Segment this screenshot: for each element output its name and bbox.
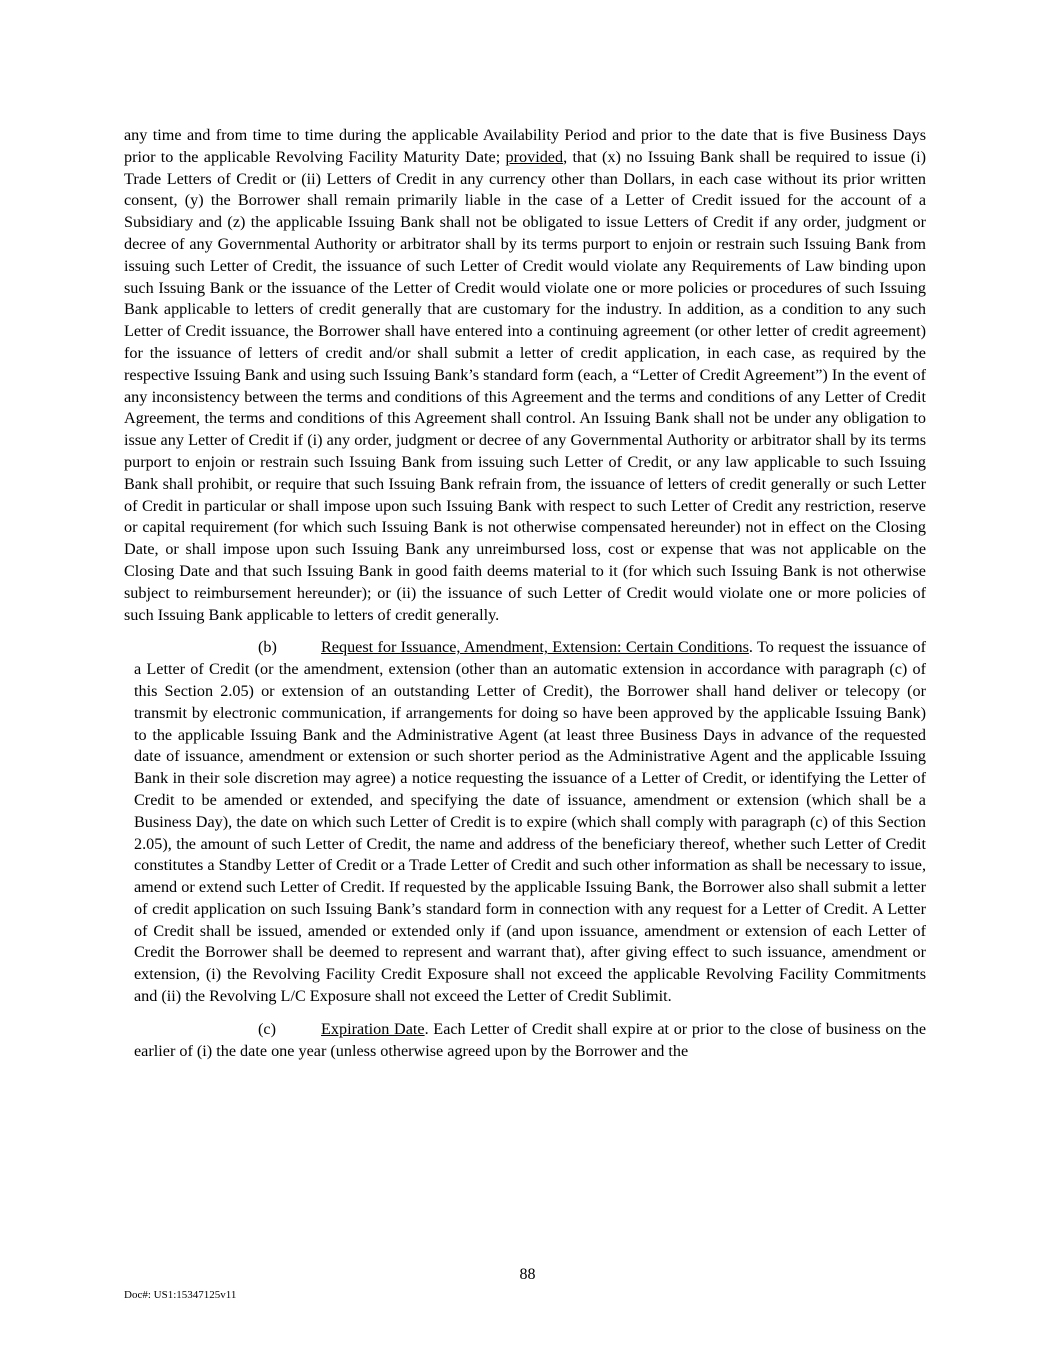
document-id: Doc#: US1:15347125v11 [124,1289,237,1301]
paragraph-a-text-part1: any time and from time to time during the applicable Availability Period and prior to the date that is five Business Days prior to the applicable Revolving Facility Maturity Date; [124,126,926,166]
paragraph-b-heading: Request for Issuance, Amendment, Extension: Certain Conditions [321,638,749,657]
paragraph-b-text: . To request the issuance of a Letter of Credit (or the amendment, extension (other than an automatic extension in accordance with paragraph (c) of this Section 2.05) or extension of an outstanding Letter of Credit), the Borrower shall hand deliver or telecopy (or transmit by electronic communication, if arrangements for doing so have been approved by the applicable Issuing Bank) to the applicable Issuing Bank and the Administrative Agent (at least three Business Days in advance of the requested date of issuance, amendment or extension or such shorter period as the Administrative Agent and the applicable Issuing Bank in their sole discretion may agree) a notice requesting the issuance of a Letter of Credit, or identifying the Letter of Credit to be amended or extended, and specifying the date of issuance, amendment or extension (which shall be a Business Day), the date on which such Letter of Credit is to expire (which shall comply with paragraph (c) of this Section 2.05), the amount of such Letter of Credit, the name and address of the beneficiary thereof, whether such Letter of Credit constitutes a Standby Letter of Credit or a Trade Letter of Credit and such other information as shall be necessary to issue, amend or extend such Letter of Credit. If requested by the applicable Issuing Bank, the Borrower also shall submit a letter of credit application on such Issuing Bank’s standard form in connection with any request for a Letter of Credit. A Letter of Credit shall be issued, amended or extended only if (and upon issuance, amendment or extension of each Letter of Credit the Borrower shall be deemed to represent and warrant that), after giving effect to such issuance, amendment or extension, (i) the Revolving Facility Credit Exposure shall not exceed the applicable Revolving Facility Commitments and (ii) the Revolving L/C Exposure shall not exceed the Letter of Credit Sublimit. [134,638,927,1006]
page-number: 88 [519,1266,536,1283]
paragraph-c-label: (c) [258,1019,276,1038]
paragraph-c-text: . Each Letter of Credit shall expire at or prior to the close of business on the earlier of (i) the date one year (unless otherwise agreed upon by the Borrower and the [134,1019,927,1060]
paragraph-b-label: (b) [258,638,277,657]
provided-term: provided [505,147,564,166]
paragraph-b [134,637,926,1008]
paragraph-a-text-part2: , that (x) no Issuing Bank shall be required to issue (i) Trade Letters of Credit or (ii) Letters of Credit in any currency other than Dollars, in each case without its prior written consent, (y) the Borrower shall remain primarily liable in the case of a Letter of Credit issued for the account of a Subsidiary and (z) the applicable Issuing Bank shall not be obligated to issue Letters of Credit if any order, judgment or decree of any Governmental Authority or arbitrator shall by its terms purport to enjoin or restrain such Issuing Bank from issuing such Letter of Credit, the issuance of such Letter of Credit would violate any Requirements of Law binding upon such Issuing Bank or the issuance of the Letter of Credit would violate one or more policies or procedures of such Issuing Bank applicable to letters of credit generally that are customary for the industry. In addition, as a condition to any such Letter of Credit issuance, the Borrower shall have entered into a continuing agreement (or other letter of credit agreement) for the issuance of letters of credit and/or shall submit a letter of credit application, in each case, as required by the respective Issuing Bank and using such Issuing Bank’s standard form (each, a “Letter of Credit Agreement”) In the event of any inconsistency between the terms and conditions of this Agreement and the terms and conditions of any Letter of Credit Agreement, the terms and conditions of this Agreement shall control. An Issuing Bank shall not be under any obligation to issue any Letter of Credit if (i) any order, judgment or decree of any Governmental Authority or arbitrator shall by its terms purport to enjoin or restrain such Issuing Bank from issuing such Letter of Credit, or any law applicable to such Issuing Bank shall prohibit, or require that such Issuing Bank refrain from, the issuance of letters of credit generally or such Letter of Credit in particular or shall impose upon such Issuing Bank with respect to such Letter of Credit any restriction, reserve or capital requirement (for which such Issuing Bank is not otherwise compensated hereunder) not in effect on the Closing Date, or shall impose upon such Issuing Bank any unreimbursed loss, cost or expense that was not applicable on the Closing Date and that such Issuing Bank in good faith deems material to it (for which such Issuing Bank is not otherwise subject to reimbursement hereunder); or (ii) the issuance of such Letter of Credit would violate one or more policies of such Issuing Bank applicable to letters of credit generally. [124,147,926,624]
paragraph-c [134,1019,926,1063]
paragraph-a-continuation [124,125,926,626]
document-body [124,125,926,1062]
paragraph-c-heading: Expiration Date [321,1019,425,1038]
